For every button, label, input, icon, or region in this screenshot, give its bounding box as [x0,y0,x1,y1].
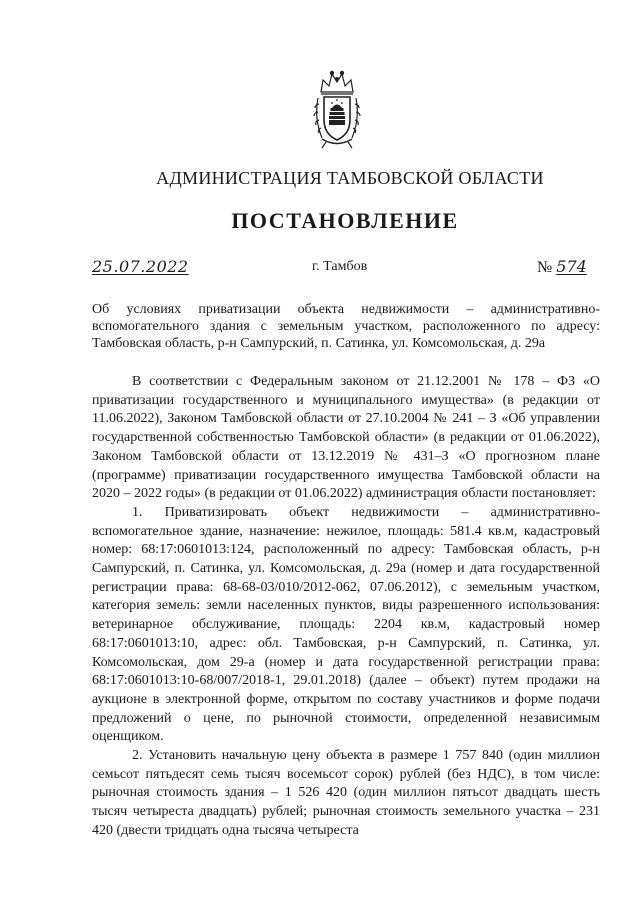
document-date: 25.07.2022 [92,257,189,276]
preamble-paragraph: В соответствии с Федеральным законом от 21.12.2001 № 178 – ФЗ «О приватизации государственного и муниципального имущества» (в редакции от 11.06.2022), Законом Тамбовской области от 27.10.2004 № 241 – З «Об управлении государственной собственностью Тамбовской области» (в редакции от 01.06.2022), Законом Тамбовской области от 13.12.2019 № 431–З «О прогнозном плане (программе) приватизации государственного имущества Тамбовской области на 2020 – 2022 годы» (в редакции от 01.06.2022) администрация области постановляет: [92,374,600,502]
clause-1-paragraph: 1. Приватизировать объект недвижимости – административно-вспомогательное здание, назначение: нежилое, площадь: 581.4 кв.м, кадастровый номер: 68:17:0601013:124, расположенный по адресу: Тамбовская область, р-н Сампурский, п. Сатинка, ул. Комсомольская, д. 29а (номер и дата государственной регистрации права: 68-68-03/010/2012-062, 07.06.2012), с земельным участком, категория земель: земли населенных пунктов, виды разрешенного использования: ветеринарное обслуживание, площадь: 2204 кв.м, кадастровый номер 68:17:0601013:10, адрес: обл. Тамбовская, р-н Сампурский, п. Сатинка, ул. Комсомольская, дом 29-а (номер и дата государственной регистрации права: 68:17:0601013:10-68/007/2018-1, 29.01.2018) (далее – объект) путем продажи на аукционе в электронной форме, открытом по составу участников и форме подачи предложений о цене, по рыночной стоимости, определенной независимым оценщиком. [92,504,600,745]
number-value: 574 [556,257,587,276]
document-city: г. Тамбов [312,259,368,274]
document-type: ПОСТАНОВЛЕНИЕ [231,208,459,233]
document-number [537,257,587,277]
clause-2-paragraph: 2. Установить начальную цену объекта в размере 1 757 840 (один миллион семьсот пятьдесят семь тысяч восемьсот сорок) рублей (без НДС), в том числе: рыночная стоимость здания – 1 526 420 (один миллион пятьсот двадцать шесть тысяч четыреста двадцать) рублей; рыночная стоимость земельного участка – 231 420 (двести тридцать одна тысяча четыреста [92,748,600,838]
tambov-coat-of-arms-icon [312,68,362,152]
document-body [92,373,600,841]
number-prefix: № [537,259,553,276]
document-subject: Об условиях приватизации объекта недвижимости – административно-вспомогательного здания с земельным участком, расположенного по адресу: Тамбовская область, р-н Сампурский, п. Сатинка, ул. Комсомольская, д. 29а [92,302,600,351]
organization-name: АДМИНИСТРАЦИЯ ТАМБОВСКОЙ ОБЛАСТИ [156,168,544,188]
